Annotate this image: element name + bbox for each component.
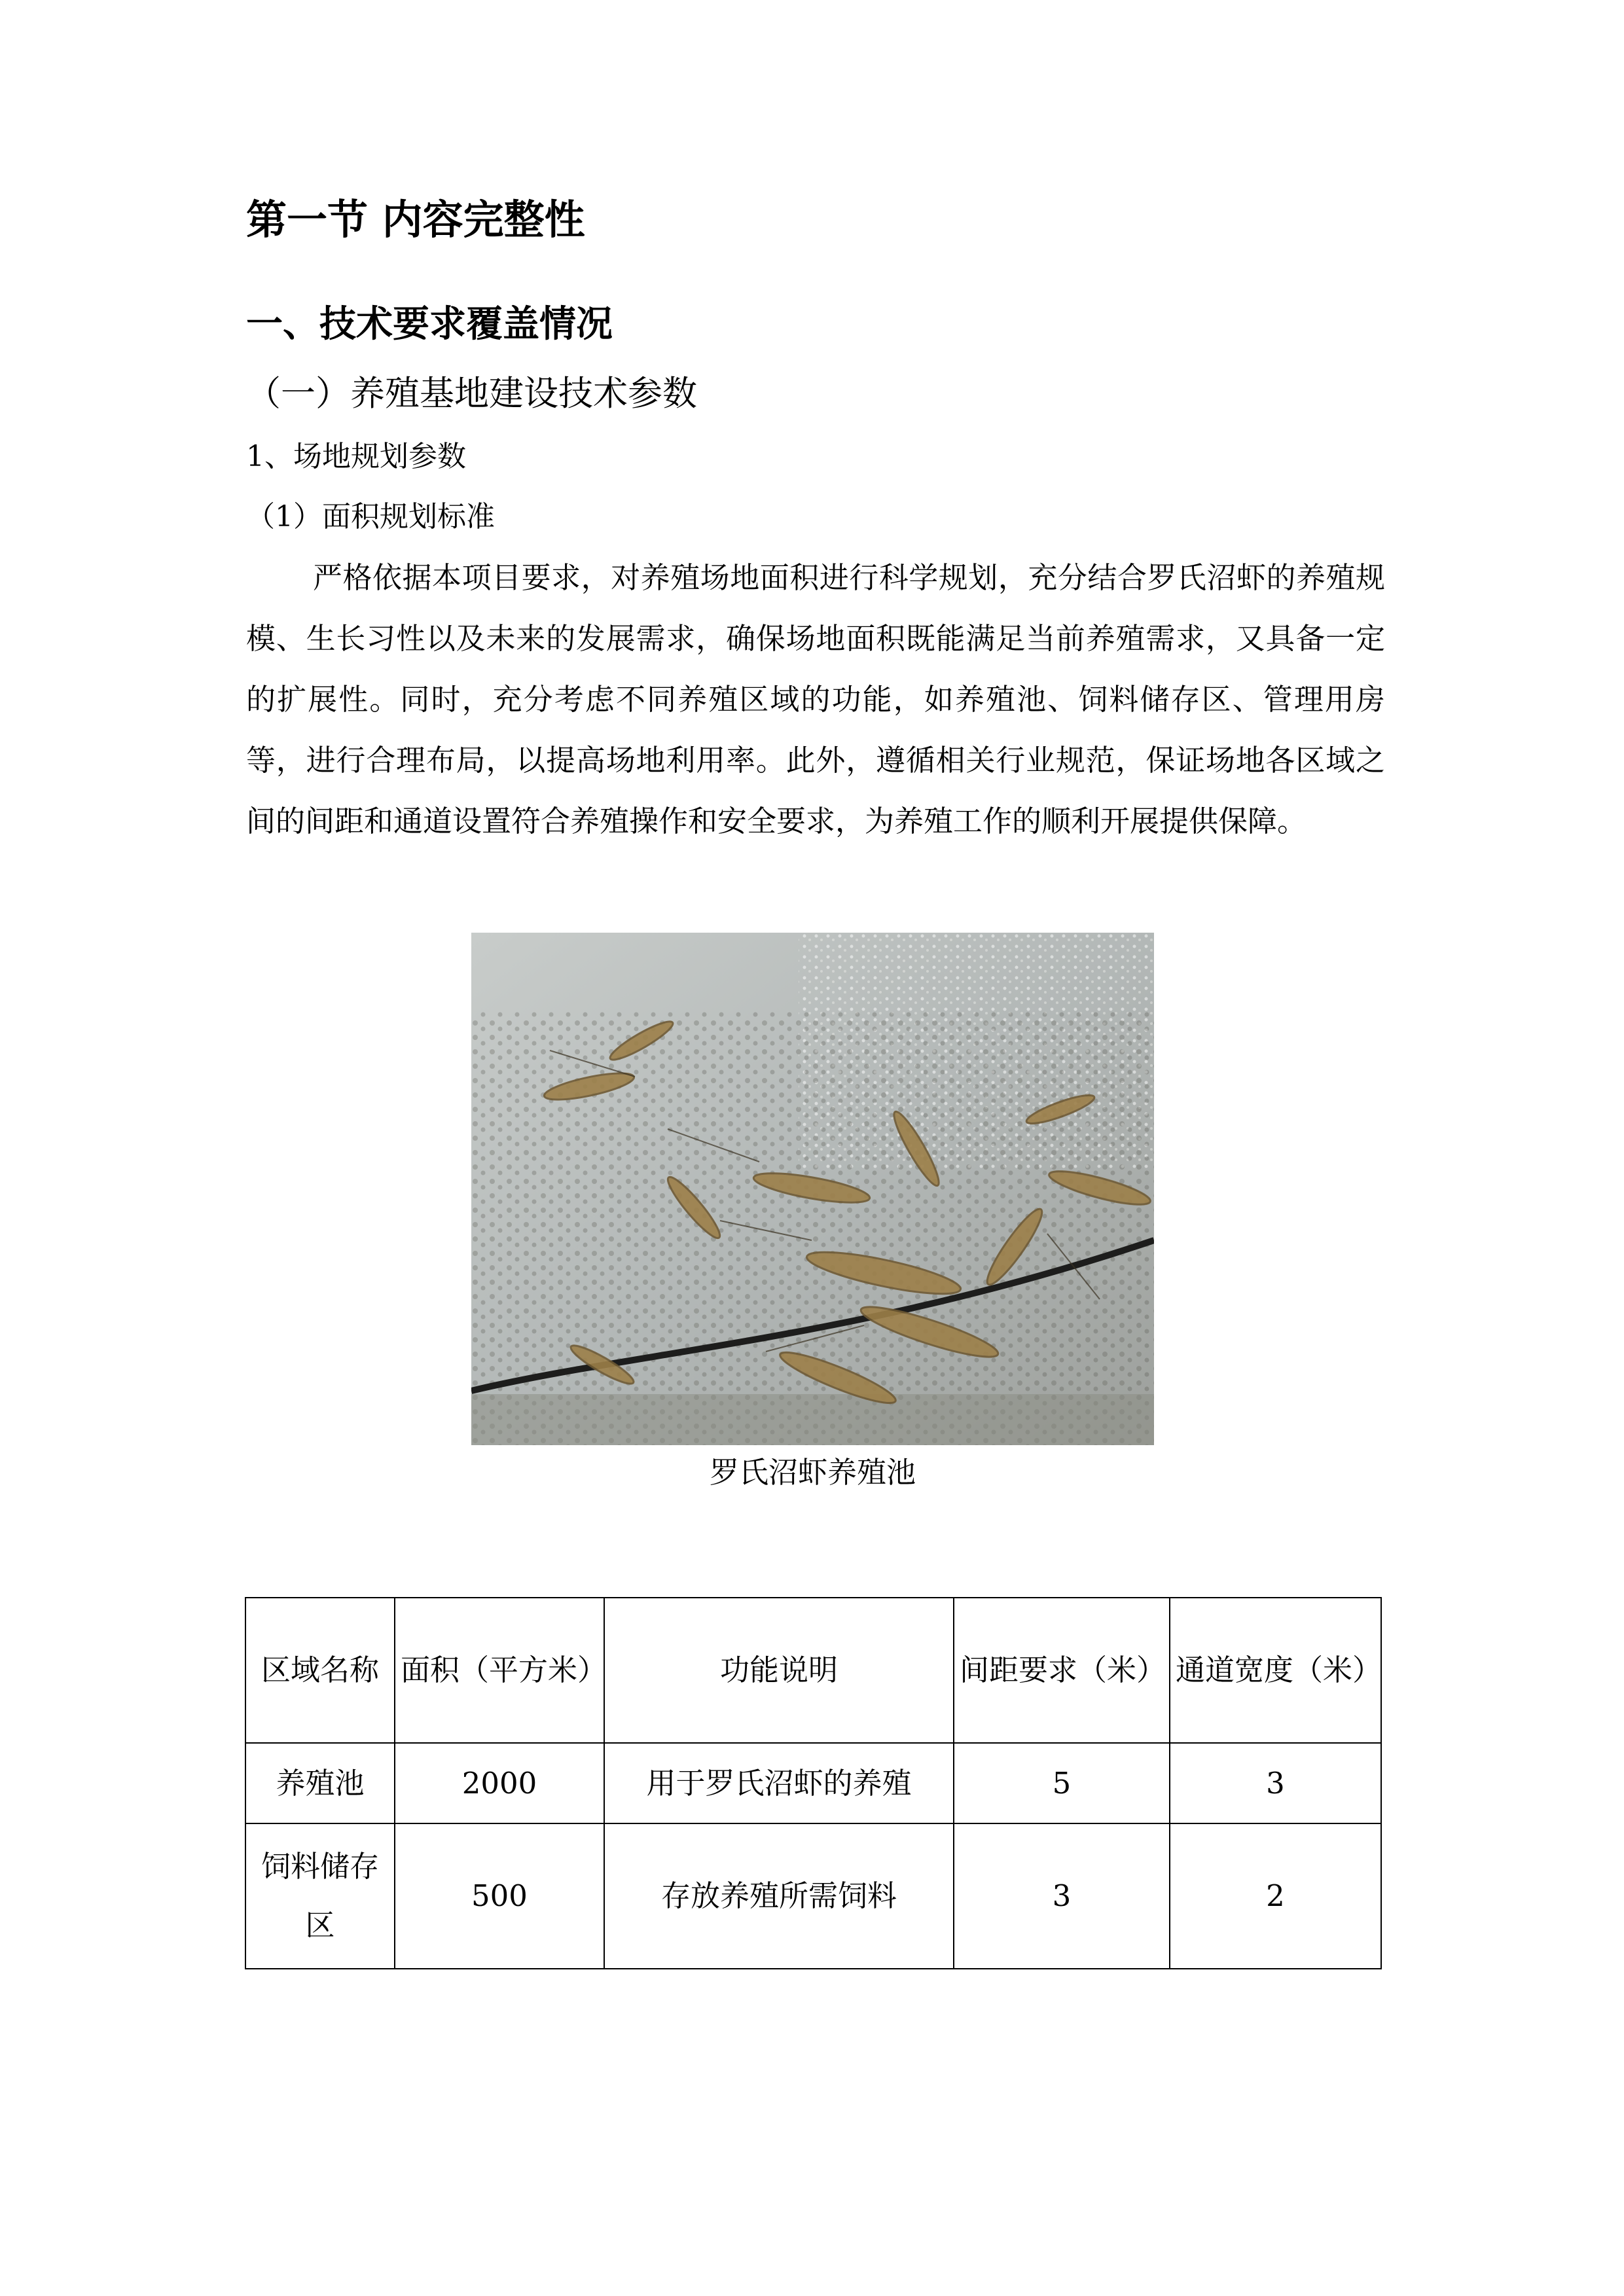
header-cell: 通道宽度（米）: [1170, 1598, 1381, 1743]
figure-caption: 罗氏沼虾养殖池: [709, 1455, 916, 1490]
table-cell: 3: [1170, 1743, 1381, 1823]
table-cell: 养殖池: [245, 1743, 395, 1823]
subsection-title: （一）养殖基地建设技术参数: [246, 374, 697, 414]
subitem-title: （1）面积规划标准: [246, 500, 495, 533]
table-cell: 2000: [395, 1743, 604, 1823]
table-cell: 5: [954, 1743, 1170, 1823]
table-header-row: [245, 1598, 1381, 1743]
table-cell: 存放养殖所需饲料: [604, 1823, 954, 1969]
area-planning-table: [245, 1597, 1382, 1969]
section-title: 第一节 内容完整性: [246, 196, 585, 243]
chapter-title: 一、技术要求覆盖情况: [246, 303, 613, 346]
table-cell: 500: [395, 1823, 604, 1969]
header-cell: 区域名称: [245, 1598, 395, 1743]
table-cell: 饲料储存区: [245, 1823, 395, 1969]
table-row: [245, 1743, 1381, 1823]
table-cell: 2: [1170, 1823, 1381, 1969]
shrimp-pond-image: [471, 933, 1154, 1445]
header-cell: 面积（平方米）: [395, 1598, 604, 1743]
header-cell: 间距要求（米）: [954, 1598, 1170, 1743]
shrimp-pond-photo: [471, 933, 1154, 1445]
table-cell: 用于罗氏沼虾的养殖: [604, 1743, 954, 1823]
header-cell: 功能说明: [604, 1598, 954, 1743]
body-paragraph: 严格依据本项目要求，对养殖场地面积进行科学规划，充分结合罗氏沼虾的养殖规模、生长习性以及未来的发展需求，确保场地面积既能满足当前养殖需求，又具备一定的扩展性。同时，充分考虑不同养殖区域的功能，如养殖池、饲料储存区、管理用房等，进行合理布局，以提高场地利用率。此外，遵循相关行业规范，保证场地各区域之间的间距和通道设置符合养殖操作和安全要求，为养殖工作的顺利开展提供保障。: [246, 560, 1385, 838]
item-title: 1、场地规划参数: [246, 440, 466, 473]
table-cell: 3: [954, 1823, 1170, 1969]
table-row: [245, 1823, 1381, 1969]
